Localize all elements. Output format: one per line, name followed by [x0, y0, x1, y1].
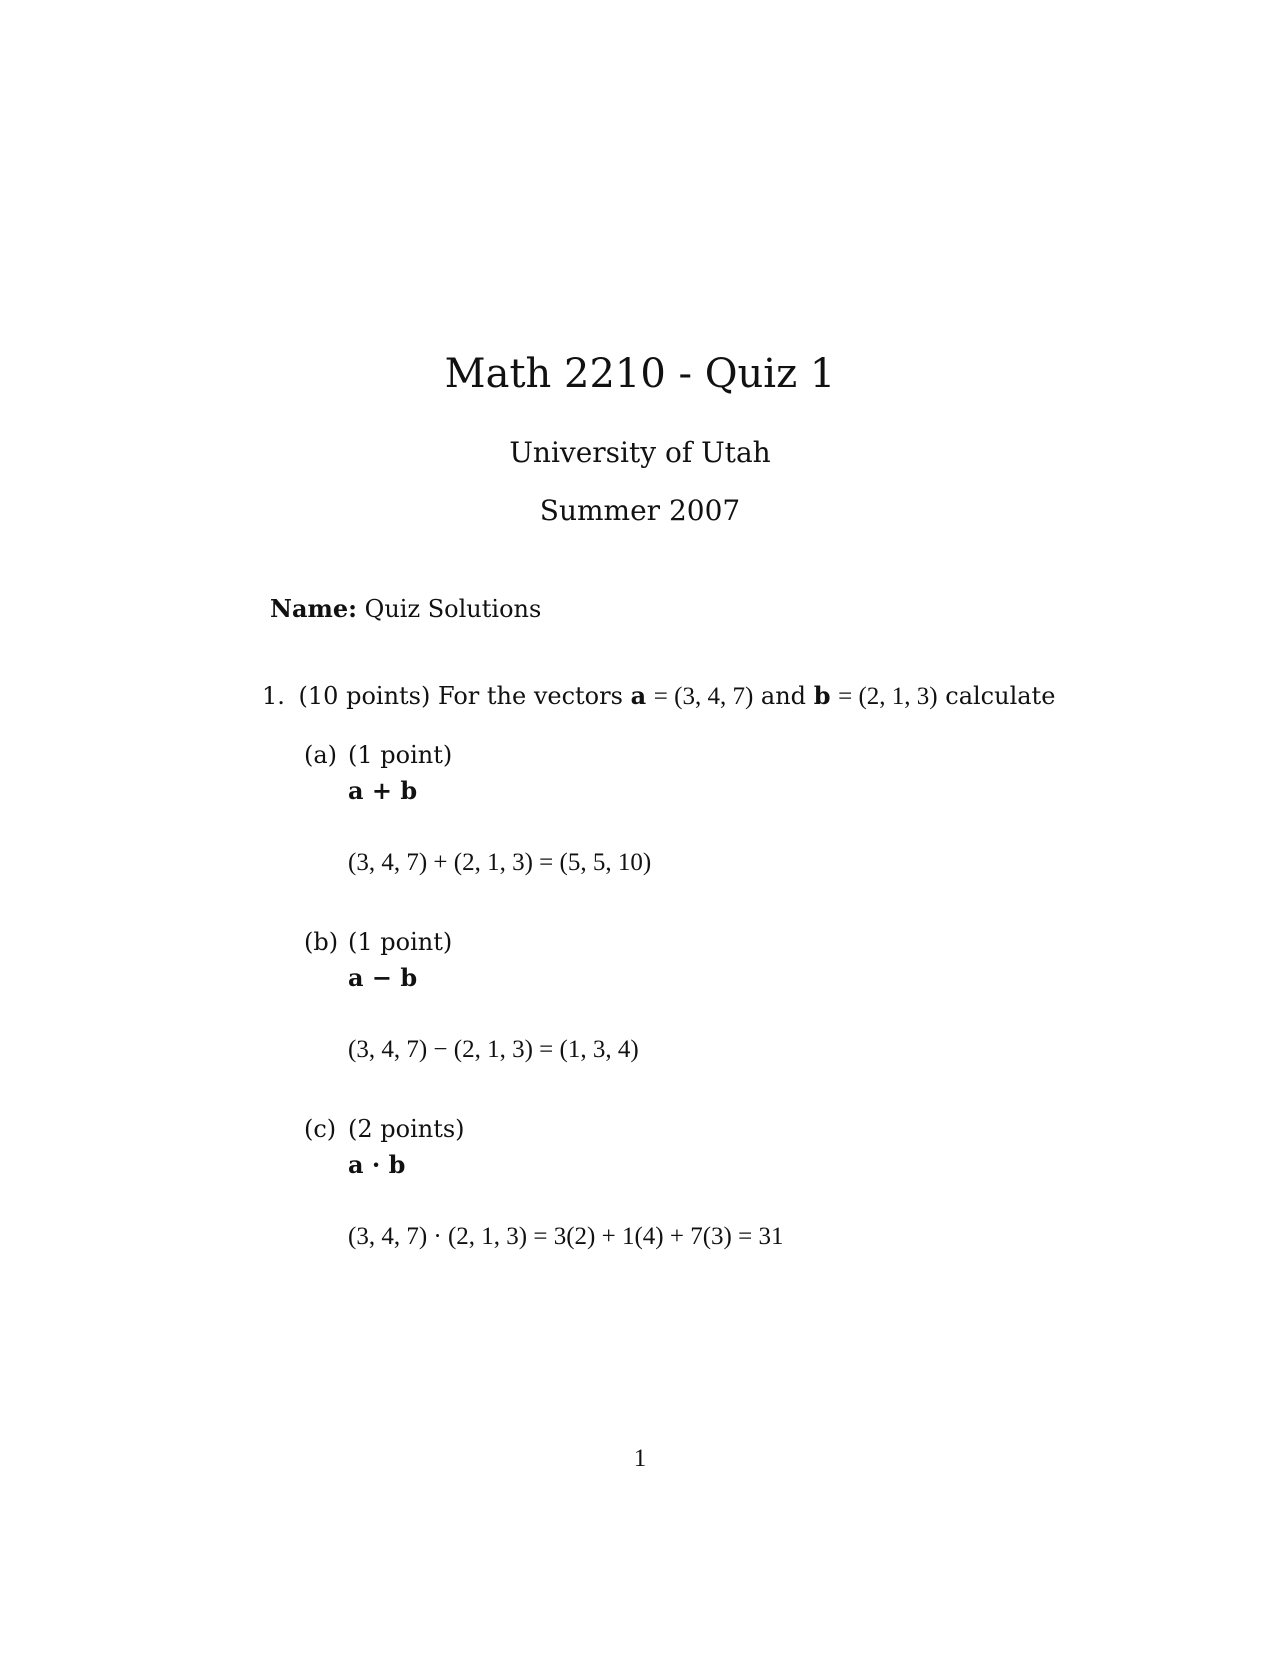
part-c-points: (2 points) — [348, 1115, 465, 1143]
name-row — [270, 594, 541, 624]
part-c-expression: a · b — [348, 1150, 406, 1179]
term: Summer 2007 — [539, 494, 741, 527]
vector-b-value: = (2, 1, 3) — [838, 683, 938, 710]
name-label: Name: — [270, 594, 358, 623]
question-instruction: calculate — [945, 682, 1056, 710]
quiz-title: Math 2210 - Quiz 1 — [444, 351, 836, 397]
name-value: Quiz Solutions — [364, 595, 542, 623]
part-c-answer: (3, 4, 7) · (2, 1, 3) = 3(2) + 1(4) + 7(3) = 31 — [348, 1223, 784, 1250]
page-number: 1 — [633, 1445, 647, 1472]
vector-a-symbol: a — [630, 681, 647, 710]
question-number: 1. — [262, 682, 285, 710]
question-points: (10 points) — [298, 682, 431, 710]
part-a-expression: a + b — [348, 776, 418, 805]
part-a-points: (1 point) — [348, 741, 453, 769]
vector-b-symbol: b — [813, 681, 831, 710]
question-1-prompt — [262, 681, 1055, 712]
part-b-answer: (3, 4, 7) − (2, 1, 3) = (1, 3, 4) — [348, 1036, 639, 1063]
university-name: University of Utah — [509, 436, 771, 469]
part-b-expression: a − b — [348, 963, 418, 992]
part-b-points: (1 point) — [348, 928, 453, 956]
part-c-label: (c) — [304, 1115, 337, 1143]
conjunction: and — [760, 682, 807, 710]
vector-a-value: = (3, 4, 7) — [653, 683, 754, 710]
question-intro: For the vectors — [438, 682, 623, 710]
part-a-answer: (3, 4, 7) + (2, 1, 3) = (5, 5, 10) — [348, 849, 652, 876]
part-a-label: (a) — [304, 741, 338, 769]
part-b-label: (b) — [304, 928, 339, 956]
